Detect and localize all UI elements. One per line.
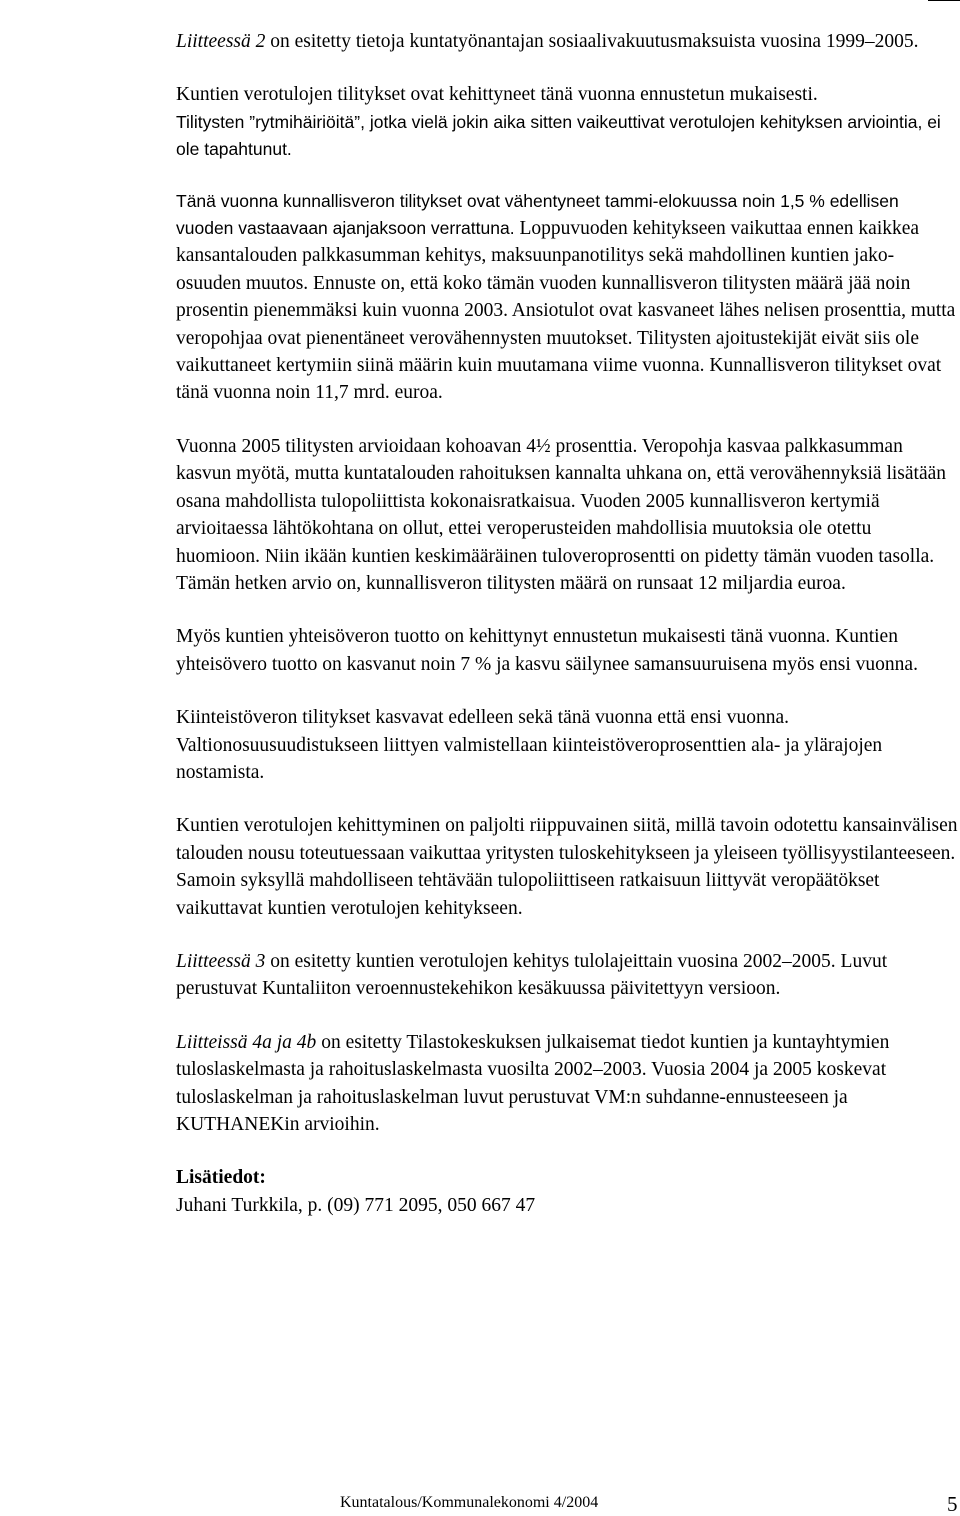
- paragraph-outlook: Kuntien verotulojen kehittyminen on paljolti riippuvainen siitä, millä tavoin odotettu kansainvälisen talouden nousu toteutuessaan vaikuttaa yritysten tuloskehitykseen ja yleiseen työllisyystilanteeseen. Samoin syksyllä mahdolliseen tehtävään tulopoliittiseen ratkaisuun liittyvät veropäätökset vaikuttavat kuntien verotulojen kehitykseen.: [176, 815, 958, 919]
- contact-label: Lisätiedot:: [176, 1167, 266, 1189]
- appendix-reference: Liitteessä 2: [176, 31, 266, 52]
- appendix-reference: Liitteessä 3: [176, 950, 266, 972]
- appendix-reference: Liitteissä 4a ja 4b: [176, 1031, 317, 1053]
- footer-publication: Kuntatalous/Kommunalekonomi 4/2004: [340, 1494, 599, 1511]
- paragraph-tax-rhythm: Tilitysten ”rytmihäiriöitä”, jotka vielä jokin aika sitten vaikeuttivat verotulojen kehityksen arviointia, ei ole tapahtunut.: [176, 111, 941, 160]
- paragraph-2005-forecast: Vuonna 2005 tilitysten arvioidaan kohoavan 4½ prosenttia. Veropohja kasvaa palkkasumman kasvun myötä, mutta kuntatalouden rahoituksen kannalta uhkana on, että verovähennyksiä lisätään osana mahdollista tulopoliittista kokonaisratkaisua. Vuoden 2005 kunnallisveron kertymiä arvioitaessa lähtökohtana on ollut, ettei veroperusteiden mahdollisia muutoksia ole otettu huomioon. Niin ikään kuntien keskimääräinen tuloveroprosentti on pidetty tämän vuoden tasolla. Tämän hetken arvio on, kunnallisveron tilitysten määrä on runsaat 12 miljardia euroa.: [176, 435, 947, 594]
- paragraph-corporate-tax: Myös kuntien yhteisöveron tuotto on kehittynyt ennustetun mukaisesti tänä vuonna. Kuntien yhteisövero tuotto on kasvanut noin 7 % ja kasvu säilynee samansuuruisena myös ensi vuonna.: [176, 626, 918, 675]
- paragraph-tax-forecast-line: Kuntien verotulojen tilitykset ovat kehittyneet tänä vuonna ennustetun mukaisesti.: [176, 84, 818, 106]
- contact-info: [176, 1164, 958, 1219]
- paragraph-appendix-3: Liitteessä 3 on esitetty kuntien verotulojen kehitys tulolajeittain vuosina 2002–2005. Luvut perustuvat Kuntaliiton veroennustekehikon kesäkuussa päivitettyyn versioon.: [176, 950, 888, 1000]
- paragraph-property-tax: Kiinteistöveron tilitykset kasvavat edelleen sekä tänä vuonna että ensi vuonna. Valtionosuusuudistukseen liittyen valmistellaan kiinteistöveroprosenttien ala- ja ylärajojen nostamista.: [176, 707, 883, 783]
- paragraph-appendix-4: Liitteissä 4a ja 4b on esitetty Tilastokeskuksen julkaisemat tiedot kuntien ja kuntayhtymien tuloslaskelmasta ja rahoituslaskelmasta vuosilta 2002–2003. Vuosia 2004 ja 2005 koskevat tuloslaskelman ja rahoituslaskelman luvut perustuvat VM:n suhdanne-ennusteeseen ja KUTHANEKin arvioihin.: [176, 1031, 890, 1135]
- page-number: 5: [947, 1492, 958, 1516]
- paragraph-municipal-tax: Tänä vuonna kunnallisveron tilitykset ovat vähentyneet tammi-elokuussa noin 1,5 % edellisen vuoden vastaavaan ajanjaksoon verrattuna. Loppuvuoden kehitykseen vaikuttaa ennen kaikkea kansantalouden palkkasumman kehitys, maksuunpanotilitys sekä mahdollinen kuntien jako-osuuden muutos. Ennuste on, että koko tämän vuoden kunnallisveron tilitysten määrä jää noin prosentin pienemmäksi kuin vuonna 2003. Ansiotulot ovat kasvaneet lähes nelisen prosenttia, mutta veropohjaa ovat pienentäneet verovähennysten muutokset. Tilitysten ajoitustekijät eivät siis ole vaikuttaneet kertymiin siinä määrin kuin muutamana viime vuonna. Kunnallisveron tilitykset ovat tänä vuonna noin 11,7 mrd. euroa.: [176, 190, 956, 404]
- top-rule: [928, 0, 960, 1]
- body-text: [176, 28, 958, 1245]
- contact-person: Juhani Turkkila, p. (09) 771 2095, 050 667 47: [176, 1194, 536, 1216]
- paragraph-appendix-2: Liitteessä 2 on esitetty tietoja kuntatyönantajan sosiaalivakuutusmaksuista vuosina 1999–2005.: [176, 31, 919, 52]
